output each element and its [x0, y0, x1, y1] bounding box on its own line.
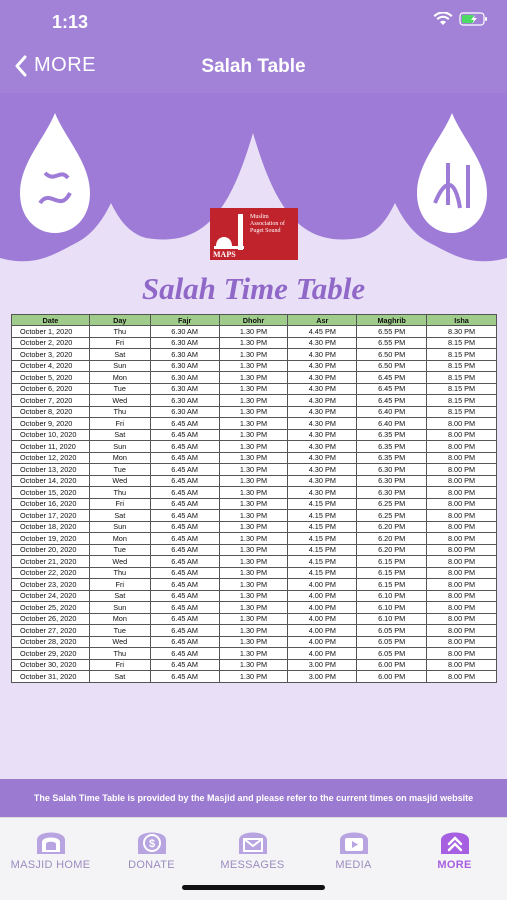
cell-day: Sat	[89, 429, 150, 441]
cell-isha: 8.15 PM	[427, 395, 497, 407]
cell-day: Wed	[89, 475, 150, 487]
cell-dhohr: 1.30 PM	[219, 636, 288, 648]
cell-isha: 8.15 PM	[427, 406, 497, 418]
cell-dhohr: 1.30 PM	[219, 441, 288, 453]
cell-asr: 4.30 PM	[288, 441, 357, 453]
cell-date: October 28, 2020	[12, 636, 90, 648]
cell-maghrib: 6.45 PM	[357, 395, 427, 407]
table-row	[12, 579, 497, 591]
cell-fajr: 6.45 AM	[150, 475, 219, 487]
cell-date: October 25, 2020	[12, 602, 90, 614]
cell-maghrib: 6.40 PM	[357, 406, 427, 418]
cell-asr: 4.30 PM	[288, 372, 357, 384]
cell-date: October 31, 2020	[12, 671, 90, 683]
cell-date: October 19, 2020	[12, 533, 90, 545]
table-row	[12, 337, 497, 349]
status-time: 1:13	[52, 12, 89, 32]
cell-asr: 4.30 PM	[288, 429, 357, 441]
envelope-icon	[233, 822, 273, 856]
cell-maghrib: 6.15 PM	[357, 556, 427, 568]
tab-label: MESSAGES	[220, 859, 285, 871]
cell-dhohr: 1.30 PM	[219, 383, 288, 395]
cell-asr: 4.15 PM	[288, 556, 357, 568]
mosque-logo-icon	[210, 208, 250, 260]
cell-asr: 4.30 PM	[288, 395, 357, 407]
cell-isha: 8.15 PM	[427, 383, 497, 395]
tab-label: MEDIA	[335, 859, 372, 871]
cell-isha: 8.00 PM	[427, 475, 497, 487]
table-row	[12, 383, 497, 395]
cell-isha: 8.00 PM	[427, 590, 497, 602]
cell-dhohr: 1.30 PM	[219, 544, 288, 556]
cell-isha: 8.00 PM	[427, 533, 497, 545]
cell-date: October 7, 2020	[12, 395, 90, 407]
cell-isha: 8.00 PM	[427, 648, 497, 660]
cell-fajr: 6.45 AM	[150, 533, 219, 545]
cell-asr: 3.00 PM	[288, 659, 357, 671]
cell-isha: 8.00 PM	[427, 625, 497, 637]
tab-label: DONATE	[128, 859, 175, 871]
cell-maghrib: 6.40 PM	[357, 418, 427, 430]
cell-date: October 27, 2020	[12, 625, 90, 637]
cell-asr: 4.30 PM	[288, 349, 357, 361]
table-row	[12, 498, 497, 510]
cell-day: Tue	[89, 383, 150, 395]
cell-date: October 20, 2020	[12, 544, 90, 556]
cell-fajr: 6.45 AM	[150, 429, 219, 441]
cell-fajr: 6.30 AM	[150, 406, 219, 418]
cell-maghrib: 6.25 PM	[357, 510, 427, 522]
cell-day: Sat	[89, 671, 150, 683]
cell-dhohr: 1.30 PM	[219, 521, 288, 533]
cell-day: Mon	[89, 533, 150, 545]
cell-maghrib: 6.00 PM	[357, 671, 427, 683]
cell-isha: 8.00 PM	[427, 521, 497, 533]
cell-fajr: 6.45 AM	[150, 636, 219, 648]
cell-isha: 8.00 PM	[427, 613, 497, 625]
cell-day: Thu	[89, 326, 150, 338]
cell-fajr: 6.45 AM	[150, 510, 219, 522]
cell-dhohr: 1.30 PM	[219, 395, 288, 407]
cell-day: Mon	[89, 613, 150, 625]
cell-maghrib: 6.25 PM	[357, 498, 427, 510]
cell-day: Sun	[89, 360, 150, 372]
cell-isha: 8.00 PM	[427, 671, 497, 683]
cell-maghrib: 6.00 PM	[357, 659, 427, 671]
cell-day: Sun	[89, 521, 150, 533]
cell-asr: 4.15 PM	[288, 544, 357, 556]
cell-fajr: 6.45 AM	[150, 625, 219, 637]
cell-day: Fri	[89, 659, 150, 671]
cell-isha: 8.15 PM	[427, 360, 497, 372]
table-row	[12, 625, 497, 637]
tab-masjid-home[interactable]	[0, 822, 101, 871]
cell-isha: 8.00 PM	[427, 556, 497, 568]
cell-date: October 13, 2020	[12, 464, 90, 476]
cell-maghrib: 6.05 PM	[357, 636, 427, 648]
table-row	[12, 659, 497, 671]
col-header-dhohr: Dhohr	[219, 315, 288, 326]
cell-maghrib: 6.55 PM	[357, 326, 427, 338]
cell-dhohr: 1.30 PM	[219, 659, 288, 671]
col-header-day: Day	[89, 315, 150, 326]
cell-dhohr: 1.30 PM	[219, 613, 288, 625]
cell-isha: 8.15 PM	[427, 372, 497, 384]
cell-isha: 8.00 PM	[427, 441, 497, 453]
cell-day: Thu	[89, 648, 150, 660]
table-row	[12, 464, 497, 476]
cell-day: Fri	[89, 579, 150, 591]
table-header-row	[12, 315, 497, 326]
cell-dhohr: 1.30 PM	[219, 510, 288, 522]
cell-fajr: 6.45 AM	[150, 418, 219, 430]
status-icons	[433, 12, 489, 26]
cell-fajr: 6.45 AM	[150, 567, 219, 579]
col-header-maghrib: Maghrib	[357, 315, 427, 326]
tab-more[interactable]	[404, 822, 505, 871]
cell-asr: 4.30 PM	[288, 452, 357, 464]
cell-dhohr: 1.30 PM	[219, 556, 288, 568]
cell-dhohr: 1.30 PM	[219, 625, 288, 637]
dollar-icon	[132, 822, 172, 856]
col-header-date: Date	[12, 315, 90, 326]
cell-fajr: 6.30 AM	[150, 372, 219, 384]
cell-dhohr: 1.30 PM	[219, 429, 288, 441]
cell-isha: 8.00 PM	[427, 498, 497, 510]
cell-asr: 4.15 PM	[288, 510, 357, 522]
cell-date: October 14, 2020	[12, 475, 90, 487]
cell-asr: 4.30 PM	[288, 464, 357, 476]
cell-maghrib: 6.45 PM	[357, 372, 427, 384]
svg-text:$: $	[148, 838, 155, 850]
wifi-icon	[433, 12, 453, 26]
cell-maghrib: 6.35 PM	[357, 441, 427, 453]
cell-fajr: 6.45 AM	[150, 659, 219, 671]
home-indicator	[182, 885, 325, 890]
cell-fajr: 6.45 AM	[150, 613, 219, 625]
cell-dhohr: 1.30 PM	[219, 349, 288, 361]
table-row	[12, 613, 497, 625]
cell-asr: 4.15 PM	[288, 533, 357, 545]
cell-fajr: 6.45 AM	[150, 590, 219, 602]
cell-dhohr: 1.30 PM	[219, 487, 288, 499]
more-chevrons-icon	[435, 822, 475, 856]
cell-fajr: 6.45 AM	[150, 648, 219, 660]
cell-maghrib: 6.30 PM	[357, 475, 427, 487]
cell-maghrib: 6.50 PM	[357, 360, 427, 372]
cell-dhohr: 1.30 PM	[219, 579, 288, 591]
table-row	[12, 429, 497, 441]
cell-maghrib: 6.10 PM	[357, 590, 427, 602]
tab-label: MORE	[437, 859, 472, 871]
col-header-asr: Asr	[288, 315, 357, 326]
cell-maghrib: 6.15 PM	[357, 579, 427, 591]
cell-dhohr: 1.30 PM	[219, 533, 288, 545]
cell-fajr: 6.45 AM	[150, 671, 219, 683]
cell-day: Sun	[89, 441, 150, 453]
cell-day: Sat	[89, 349, 150, 361]
cell-asr: 4.00 PM	[288, 602, 357, 614]
cell-maghrib: 6.50 PM	[357, 349, 427, 361]
cell-asr: 4.30 PM	[288, 406, 357, 418]
cell-date: October 3, 2020	[12, 349, 90, 361]
cell-isha: 8.00 PM	[427, 602, 497, 614]
cell-asr: 4.00 PM	[288, 579, 357, 591]
cell-day: Fri	[89, 418, 150, 430]
cell-maghrib: 6.35 PM	[357, 429, 427, 441]
cell-day: Thu	[89, 487, 150, 499]
table-row	[12, 395, 497, 407]
cell-date: October 4, 2020	[12, 360, 90, 372]
table-row	[12, 441, 497, 453]
cell-asr: 4.00 PM	[288, 590, 357, 602]
cell-day: Thu	[89, 567, 150, 579]
cell-fajr: 6.45 AM	[150, 464, 219, 476]
cell-isha: 8.00 PM	[427, 544, 497, 556]
cell-day: Wed	[89, 636, 150, 648]
cell-dhohr: 1.30 PM	[219, 590, 288, 602]
table-row	[12, 636, 497, 648]
page-title: Salah Table	[201, 56, 306, 77]
cell-fajr: 6.30 AM	[150, 349, 219, 361]
cell-asr: 4.00 PM	[288, 648, 357, 660]
cell-date: October 2, 2020	[12, 337, 90, 349]
cell-asr: 4.00 PM	[288, 636, 357, 648]
cell-fajr: 6.30 AM	[150, 360, 219, 372]
cell-day: Mon	[89, 452, 150, 464]
cell-date: October 24, 2020	[12, 590, 90, 602]
logo-abbrev: MAPS	[213, 250, 236, 259]
cell-fajr: 6.30 AM	[150, 395, 219, 407]
logo-text: Muslim Association of Puget Sound	[250, 214, 285, 234]
cell-maghrib: 6.45 PM	[357, 383, 427, 395]
cell-maghrib: 6.05 PM	[357, 625, 427, 637]
cell-date: October 10, 2020	[12, 429, 90, 441]
cell-fajr: 6.45 AM	[150, 452, 219, 464]
cell-asr: 4.30 PM	[288, 383, 357, 395]
cell-fajr: 6.30 AM	[150, 337, 219, 349]
cell-maghrib: 6.55 PM	[357, 337, 427, 349]
cell-isha: 8.30 PM	[427, 326, 497, 338]
cell-dhohr: 1.30 PM	[219, 498, 288, 510]
cell-dhohr: 1.30 PM	[219, 326, 288, 338]
cell-isha: 8.00 PM	[427, 429, 497, 441]
cell-isha: 8.15 PM	[427, 337, 497, 349]
table-heading: Salah Time Table	[141, 271, 366, 306]
cell-dhohr: 1.30 PM	[219, 671, 288, 683]
cell-fajr: 6.30 AM	[150, 326, 219, 338]
cell-date: October 23, 2020	[12, 579, 90, 591]
table-row	[12, 544, 497, 556]
masjid-logo	[210, 208, 298, 260]
table-row	[12, 602, 497, 614]
cell-date: October 6, 2020	[12, 383, 90, 395]
cell-dhohr: 1.30 PM	[219, 360, 288, 372]
table-row	[12, 521, 497, 533]
cell-isha: 8.00 PM	[427, 636, 497, 648]
cell-asr: 4.15 PM	[288, 498, 357, 510]
cell-dhohr: 1.30 PM	[219, 337, 288, 349]
cell-asr: 4.45 PM	[288, 326, 357, 338]
cell-maghrib: 6.05 PM	[357, 648, 427, 660]
cell-dhohr: 1.30 PM	[219, 567, 288, 579]
table-row	[12, 406, 497, 418]
cell-asr: 4.30 PM	[288, 487, 357, 499]
cell-maghrib: 6.20 PM	[357, 544, 427, 556]
cell-fajr: 6.45 AM	[150, 487, 219, 499]
cell-fajr: 6.45 AM	[150, 556, 219, 568]
cell-date: October 5, 2020	[12, 372, 90, 384]
cell-date: October 12, 2020	[12, 452, 90, 464]
cell-date: October 22, 2020	[12, 567, 90, 579]
cell-asr: 4.15 PM	[288, 567, 357, 579]
cell-day: Fri	[89, 498, 150, 510]
cell-isha: 8.00 PM	[427, 464, 497, 476]
cell-day: Sat	[89, 590, 150, 602]
footer-note: The Salah Time Table is provided by the Masjid and please refer to the current times on masjid website	[0, 779, 507, 817]
cell-dhohr: 1.30 PM	[219, 475, 288, 487]
cell-asr: 4.30 PM	[288, 418, 357, 430]
cell-date: October 29, 2020	[12, 648, 90, 660]
cell-dhohr: 1.30 PM	[219, 602, 288, 614]
tab-label: MASJID HOME	[10, 859, 91, 871]
content-area	[0, 93, 507, 779]
cell-day: Tue	[89, 544, 150, 556]
cell-fajr: 6.30 AM	[150, 383, 219, 395]
cell-date: October 30, 2020	[12, 659, 90, 671]
table-row	[12, 671, 497, 683]
cell-dhohr: 1.30 PM	[219, 372, 288, 384]
tab-messages[interactable]	[202, 822, 303, 871]
table-row	[12, 418, 497, 430]
table-row	[12, 360, 497, 372]
cell-isha: 8.00 PM	[427, 659, 497, 671]
cell-dhohr: 1.30 PM	[219, 406, 288, 418]
cell-fajr: 6.45 AM	[150, 579, 219, 591]
cell-maghrib: 6.20 PM	[357, 533, 427, 545]
cell-date: October 15, 2020	[12, 487, 90, 499]
play-icon	[334, 822, 374, 856]
table-row	[12, 349, 497, 361]
cell-maghrib: 6.10 PM	[357, 613, 427, 625]
cell-fajr: 6.45 AM	[150, 521, 219, 533]
table-row	[12, 556, 497, 568]
table-row	[12, 326, 497, 338]
cell-isha: 8.00 PM	[427, 452, 497, 464]
table-row	[12, 475, 497, 487]
cell-day: Fri	[89, 337, 150, 349]
cell-date: October 21, 2020	[12, 556, 90, 568]
cell-isha: 8.00 PM	[427, 579, 497, 591]
cell-dhohr: 1.30 PM	[219, 452, 288, 464]
cell-isha: 8.00 PM	[427, 567, 497, 579]
cell-date: October 18, 2020	[12, 521, 90, 533]
cell-day: Thu	[89, 406, 150, 418]
cell-maghrib: 6.20 PM	[357, 521, 427, 533]
cell-day: Mon	[89, 372, 150, 384]
cell-dhohr: 1.30 PM	[219, 464, 288, 476]
col-header-fajr: Fajr	[150, 315, 219, 326]
tab-media[interactable]	[303, 822, 404, 871]
cell-asr: 4.00 PM	[288, 613, 357, 625]
cell-maghrib: 6.30 PM	[357, 464, 427, 476]
cell-maghrib: 6.15 PM	[357, 567, 427, 579]
cell-maghrib: 6.10 PM	[357, 602, 427, 614]
table-row	[12, 372, 497, 384]
cell-day: Wed	[89, 556, 150, 568]
cell-isha: 8.15 PM	[427, 349, 497, 361]
cell-day: Tue	[89, 464, 150, 476]
cell-day: Sun	[89, 602, 150, 614]
cell-isha: 8.00 PM	[427, 418, 497, 430]
salah-table	[11, 314, 497, 683]
top-bar	[0, 0, 507, 93]
cell-date: October 26, 2020	[12, 613, 90, 625]
battery-icon	[459, 12, 489, 26]
cell-fajr: 6.45 AM	[150, 602, 219, 614]
cell-asr: 3.00 PM	[288, 671, 357, 683]
table-row	[12, 648, 497, 660]
cell-date: October 9, 2020	[12, 418, 90, 430]
col-header-isha: Isha	[427, 315, 497, 326]
table-row	[12, 452, 497, 464]
cell-asr: 4.00 PM	[288, 625, 357, 637]
cell-isha: 8.00 PM	[427, 487, 497, 499]
cell-date: October 11, 2020	[12, 441, 90, 453]
cell-asr: 4.15 PM	[288, 521, 357, 533]
cell-isha: 8.00 PM	[427, 510, 497, 522]
table-row	[12, 590, 497, 602]
table-row	[12, 533, 497, 545]
cell-maghrib: 6.35 PM	[357, 452, 427, 464]
tab-donate[interactable]	[101, 822, 202, 871]
cell-date: October 8, 2020	[12, 406, 90, 418]
cell-asr: 4.30 PM	[288, 337, 357, 349]
cell-date: October 1, 2020	[12, 326, 90, 338]
cell-day: Sat	[89, 510, 150, 522]
cell-day: Wed	[89, 395, 150, 407]
cell-fajr: 6.45 AM	[150, 441, 219, 453]
cell-day: Tue	[89, 625, 150, 637]
table-row	[12, 487, 497, 499]
back-label: MORE	[34, 54, 96, 76]
table-row	[12, 567, 497, 579]
cell-date: October 17, 2020	[12, 510, 90, 522]
cell-date: October 16, 2020	[12, 498, 90, 510]
cell-dhohr: 1.30 PM	[219, 648, 288, 660]
mosque-icon	[31, 822, 71, 856]
table-row	[12, 510, 497, 522]
cell-dhohr: 1.30 PM	[219, 418, 288, 430]
cell-maghrib: 6.30 PM	[357, 487, 427, 499]
cell-fajr: 6.45 AM	[150, 498, 219, 510]
cell-asr: 4.30 PM	[288, 360, 357, 372]
cell-fajr: 6.45 AM	[150, 544, 219, 556]
cell-asr: 4.30 PM	[288, 475, 357, 487]
